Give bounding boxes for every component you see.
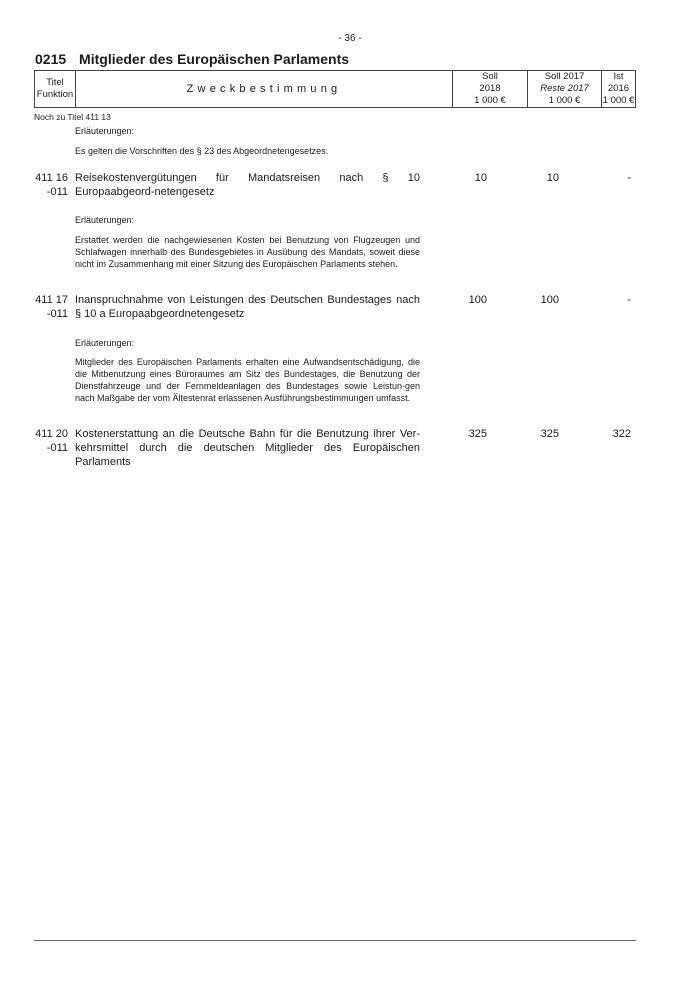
value-soll-2018: 10: [474, 172, 487, 184]
value-soll-2018: 325: [468, 428, 487, 440]
header-soll-2018-line1: Soll: [482, 71, 498, 82]
title-number-function: -011: [46, 442, 68, 454]
chapter-heading: [35, 51, 349, 67]
header-ist-2016-unit: 1 000 €: [602, 95, 635, 106]
chapter-code: 0215: [35, 51, 67, 67]
header-ist-2016-line1: Ist: [613, 71, 624, 82]
header-titel-funktion: [35, 71, 76, 107]
title-number-main: 411 20: [35, 428, 68, 440]
value-soll-2018: 100: [468, 294, 487, 306]
title-number: [34, 171, 68, 199]
title-description: Reisekostenvergütungen für Mandatsreisen nach § 10 Europaabgeord-netengesetz: [75, 172, 420, 198]
value-soll-2017: 325: [540, 428, 559, 440]
notes-label: Erläuterungen:: [75, 338, 135, 348]
header-zweckbestimmung: [76, 71, 453, 107]
header-soll-2017-line1: Soll 2017: [544, 71, 585, 82]
header-ist-2016: [602, 71, 635, 107]
title-description: Kostenerstattung an die Deutsche Bahn für die Benutzung ihrer Ver-kehrsmittel durch die deutschen Mitglieder des Europäischen Parlaments: [75, 428, 420, 468]
title-number-main: 411 17: [35, 294, 68, 306]
header-funktion-label: Funktion: [36, 89, 74, 100]
header-soll-2018: [453, 71, 528, 107]
page-number: - 36 -: [338, 33, 362, 44]
value-soll-2017: 100: [540, 294, 559, 306]
header-soll-2018-line2: 2018: [479, 83, 501, 94]
value-ist-2016: 322: [612, 428, 631, 440]
notes-text: Mitglieder des Europäischen Parlaments erhalten eine Aufwandsentschädigung, die die Mitbenutzung eines Büroraumes am Sitz des Bundestages, die Benutzung der Dienstfahrzeuge und der Fernmeldeanlagen des Bundestages sowie Leistun-gen nach Maßgabe der vom Ältestenrat erlassenen Ausführungsbestimmungen umfasst.: [75, 357, 420, 403]
title-number: [34, 293, 68, 321]
header-soll-2017: [528, 71, 602, 107]
title-description: Inanspruchnahme von Leistungen des Deutschen Bundestages nach § 10 a Europaabgeordnetengesetz: [75, 294, 420, 320]
notes-text: Erstattet werden die nachgewiesenen Kosten bei Benutzung von Flugzeugen und Schlafwagen innerhalb des Bundesgebietes in Ausübung des Mandats, soweit diese nicht im Zusammenhang mit einer Sitzung des Europäischen Parlaments stehen.: [75, 235, 420, 269]
title-number-function: -011: [46, 186, 68, 198]
column-header-table: [34, 70, 636, 108]
header-zweck-label: Zweckbestimmung: [186, 83, 342, 95]
header-ist-2016-line2: 2016: [607, 83, 630, 94]
notes-text: Es gelten die Vorschriften des § 23 des Abgeordnetengesetzes.: [75, 146, 329, 156]
header-soll-2017-reste: Reste 2017: [540, 83, 589, 94]
header-soll-2017-unit: 1 000 €: [548, 95, 581, 106]
value-soll-2017: 10: [546, 172, 559, 184]
title-number: [34, 427, 68, 455]
value-ist-2016: -: [627, 294, 631, 306]
notes-label: Erläuterungen:: [75, 215, 135, 225]
chapter-title: Mitglieder des Europäischen Parlaments: [79, 51, 350, 67]
footer-rule: [34, 940, 636, 941]
title-number-main: 411 16: [35, 172, 68, 184]
header-soll-2018-unit: 1 000 €: [474, 95, 506, 106]
continuation-note: Noch zu Titel 411 13: [34, 112, 111, 122]
title-number-function: -011: [46, 308, 68, 320]
notes-label: Erläuterungen:: [75, 126, 135, 136]
value-ist-2016: -: [627, 172, 631, 184]
header-titel-label: Titel: [46, 77, 64, 88]
